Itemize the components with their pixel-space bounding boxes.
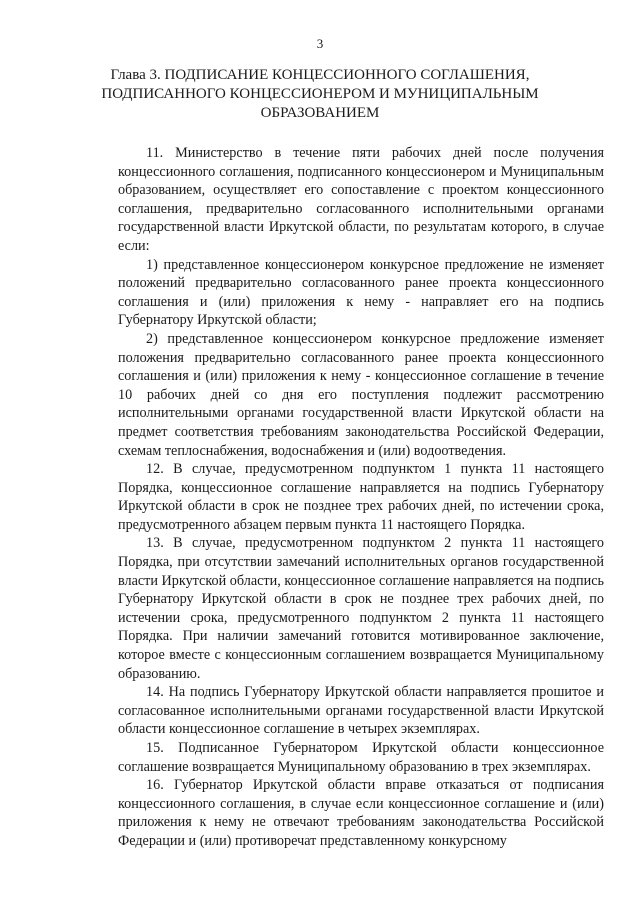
- paragraph-12: 12. В случае, предусмотренном подпунктом 1 пункта 11 настоящего Порядка, концессионное соглашение направляется на подпись Губернатору Иркутской области в срок не позднее трех рабочих дней, по истечении срока, предусмотренного абзацем первым пункта 11 настоящего Порядка.: [118, 461, 604, 533]
- document-body: [118, 144, 604, 851]
- paragraph-16: 16. Губернатор Иркутской области вправе отказаться от подписания концессионного соглашения, в случае если концессионное соглашение и (или) приложения к нему не отвечают требованиям законодательства Российской Федерации и (или) противоречат представленному конкурсному: [118, 777, 604, 849]
- paragraph-14: 14. На подпись Губернатору Иркутской области направляется прошитое и согласованное исполнительными органами государственной власти Иркутской области концессионное соглашение в четырех экземплярах.: [118, 684, 604, 738]
- chapter-title-line-3: ОБРАЗОВАНИЕМ: [260, 105, 380, 121]
- page-number: 3: [316, 36, 324, 51]
- paragraph-11: 11. Министерство в течение пяти рабочих дней после получения концессионного соглашения, подписанного концессионером и Муниципальным образованием, осуществляет его сопоставление с проектом концессионного соглашения, предварительно согласованного исполнительными органами государственной власти Иркутской области, по результатам которого, в случае если:: [118, 145, 604, 254]
- chapter-title-line-2: ПОДПИСАННОГО КОНЦЕССИОНЕРОМ И МУНИЦИПАЛЬНЫМ: [101, 86, 539, 102]
- paragraph-11-subitem-1: 1) представленное концессионером конкурсное предложение не изменяет положений предварительно согласованного ранее проекта концессионного соглашения и (или) приложения к нему - направляет его на подпись Губернатору Иркутской области;: [118, 256, 604, 329]
- paragraph-11-subitem-2: 2) представленное концессионером конкурсное предложение изменяет положения предварительно согласованного ранее проекта концессионного соглашения и (или) приложения к нему - концессионное соглашение в течение 10 рабочих дней со дня его поступления подлежит рассмотрению исполнительными органами государственной власти Иркутской области на предмет соответствия требованиям законодательства Российской Федерации, схемам теплоснабжения, водоснабжения и (или) водоотведения.: [118, 330, 604, 459]
- chapter-title: [100, 66, 540, 123]
- chapter-title-line-1: Глава 3. ПОДПИСАНИЕ КОНЦЕССИОННОГО СОГЛАШЕНИЯ,: [110, 67, 530, 83]
- paragraph-15: 15. Подписанное Губернатором Иркутской области концессионное соглашение возвращается Муниципальному образованию в трех экземплярах.: [118, 740, 604, 775]
- paragraph-13: 13. В случае, предусмотренном подпунктом 2 пункта 11 настоящего Порядка, при отсутствии замечаний исполнительных органов государственной власти Иркутской области, концессионное соглашение направляется на подпись Губернатору Иркутской области в срок не позднее трех рабочих дней, по истечении срока, предусмотренного подпунктом 2 пункта 11 настоящего Порядка. При наличии замечаний готовится мотивированное заключение, которое вместе с концессионным соглашением возвращается Муниципальному образованию.: [118, 535, 604, 682]
